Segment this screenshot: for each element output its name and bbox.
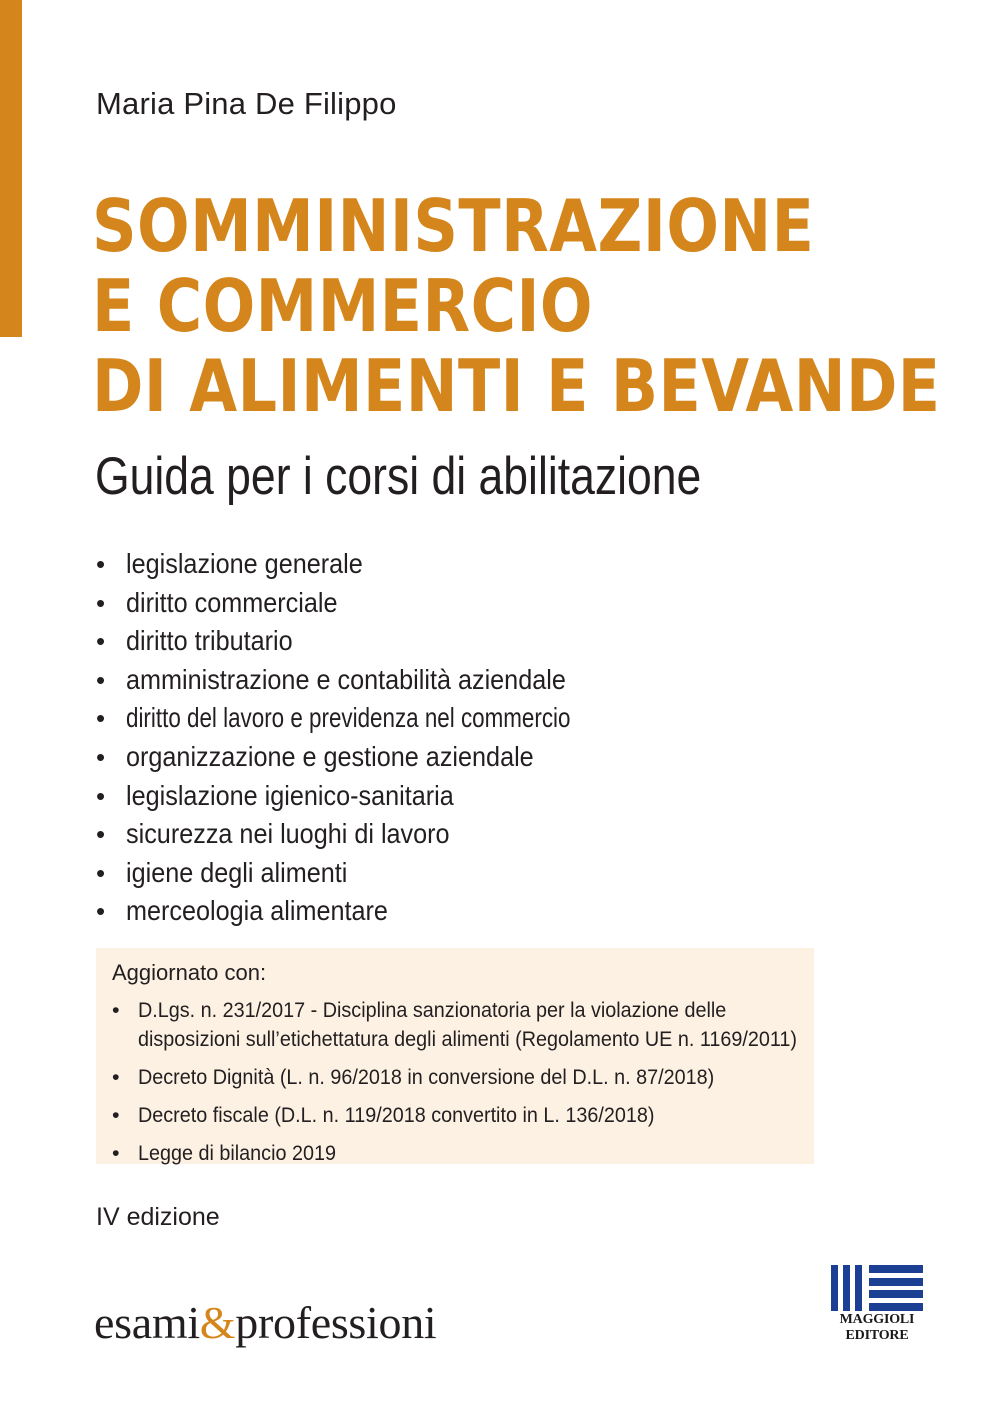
topics-list	[96, 545, 682, 931]
list-item	[96, 815, 682, 854]
update-box	[96, 948, 814, 1164]
bullet-icon: •	[96, 626, 106, 657]
topic-text: legislazione igienico-sanitaria	[126, 779, 454, 811]
bullet-icon: •	[112, 1103, 120, 1127]
author-name: Maria Pina De Filippo	[96, 86, 397, 121]
list-item	[96, 661, 682, 700]
update-list	[112, 996, 858, 1177]
bullet-icon: •	[96, 587, 106, 618]
update-text: Decreto Dignità (L. n. 96/2018 in conversione del D.L. n. 87/2018)	[138, 1065, 715, 1089]
book-subtitle: Guida per i corsi di abilitazione	[95, 447, 702, 506]
bullet-icon: •	[96, 780, 106, 811]
update-text: Decreto fiscale (D.L. n. 119/2018 convertito in L. 136/2018)	[138, 1103, 655, 1127]
topic-text: igiene degli alimenti	[126, 856, 348, 888]
topic-text: diritto del lavoro e previdenza nel commercio	[126, 702, 571, 734]
list-item	[96, 545, 682, 584]
bullet-icon: •	[96, 857, 106, 888]
bullet-icon: •	[112, 998, 120, 1022]
topic-text: diritto tributario	[126, 625, 293, 657]
accent-bar	[0, 0, 22, 337]
series-part1: esami	[94, 1297, 200, 1348]
series-part2: professioni	[235, 1297, 437, 1348]
bullet-icon: •	[112, 1065, 120, 1089]
bullet-icon: •	[96, 819, 106, 850]
list-item	[96, 892, 682, 931]
bullet-icon: •	[96, 896, 106, 927]
update-text: D.Lgs. n. 231/2017 - Disciplina sanzionatoria per la violazione delle disposizioni sull’etichettatura degli alimenti (Regolamento UE n. 1169/2011)	[138, 998, 797, 1051]
title-line: E COMMERCIO	[92, 264, 594, 348]
update-text: Legge di bilancio 2019	[138, 1141, 336, 1165]
update-heading: Aggiornato con:	[112, 960, 267, 985]
topic-text: merceologia alimentare	[126, 895, 388, 927]
list-item	[112, 996, 858, 1054]
list-item	[96, 777, 682, 816]
topic-text: amministrazione e contabilità aziendale	[126, 663, 566, 695]
topic-text: sicurezza nei luoghi di lavoro	[126, 818, 450, 850]
maggioli-logo-icon	[831, 1265, 923, 1311]
bullet-icon: •	[96, 703, 106, 734]
list-item	[96, 699, 682, 738]
list-item	[96, 584, 682, 623]
edition-label: IV edizione	[96, 1203, 220, 1231]
list-item	[96, 622, 682, 661]
list-item	[96, 738, 682, 777]
list-item	[112, 1063, 858, 1092]
list-item	[96, 854, 682, 893]
bullet-icon: •	[96, 664, 106, 695]
bullet-icon: •	[112, 1141, 120, 1165]
title-line: DI ALIMENTI E BEVANDE	[92, 344, 941, 428]
book-title	[92, 186, 941, 426]
topic-text: diritto commerciale	[126, 586, 338, 618]
list-item	[112, 1101, 858, 1130]
topic-text: organizzazione e gestione aziendale	[126, 740, 534, 772]
bullet-icon: •	[96, 549, 106, 579]
publisher-logo	[831, 1265, 923, 1347]
series-ampersand: &	[199, 1297, 236, 1348]
publisher-name-line2: EDITORE	[845, 1328, 909, 1343]
bullet-icon: •	[96, 741, 106, 772]
title-line: SOMMINISTRAZIONE	[92, 184, 815, 268]
topic-text: legislazione generale	[126, 548, 363, 579]
publisher-name-line1: MAGGIOLI	[839, 1312, 915, 1327]
series-logo	[94, 1296, 436, 1349]
list-item	[112, 1139, 858, 1168]
